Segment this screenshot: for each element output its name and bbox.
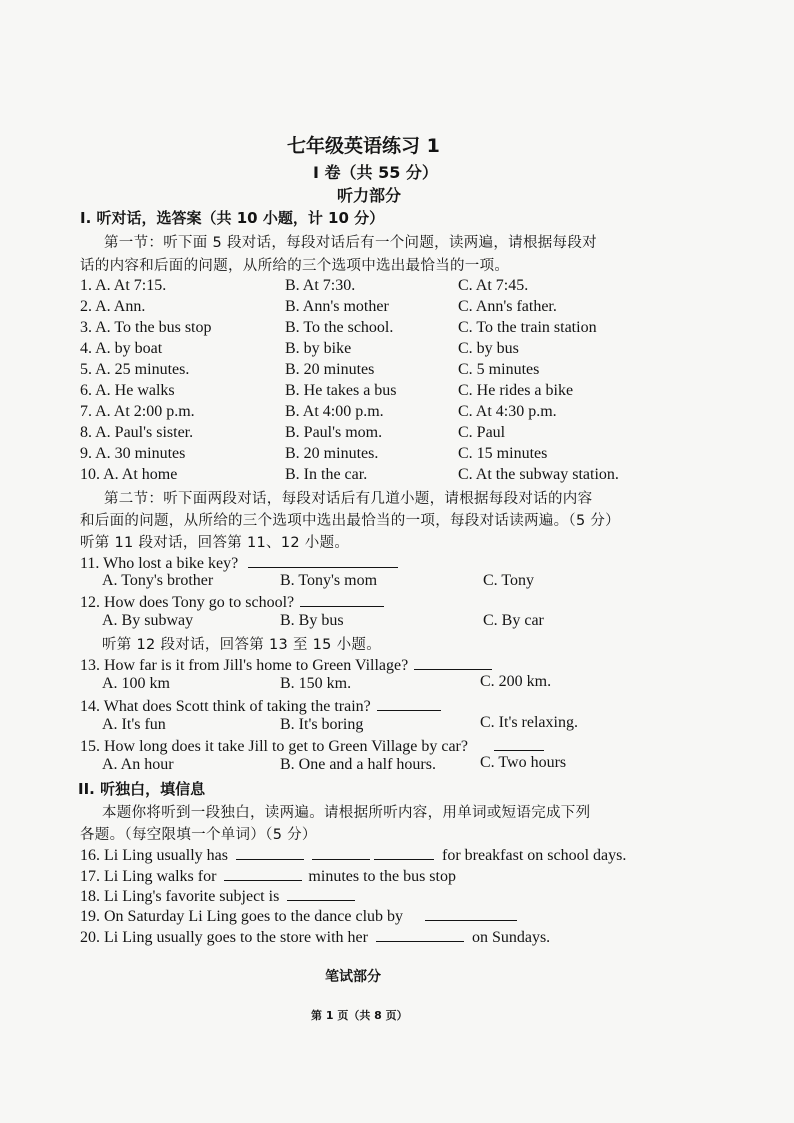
q3-option-a: 3. A. To the bus stop [80,319,212,336]
q15-option-b: B. One and a half hours. [280,756,436,773]
q16 [80,845,626,865]
q15-stem-text: 15. How long does it take Jill to get to Green Village by car? [80,738,468,755]
q13-answer-blank[interactable] [414,655,492,670]
q3-option-c: C. To the train station [458,319,597,336]
q18-text-before: 18. Li Ling's favorite subject is [80,888,280,905]
q12-option-a: A. By subway [102,612,194,629]
section2-instruction-line1: 本题你将听到一段独白，读两遍。请根据所听内容，用单词或短语完成下列 [102,805,591,821]
q4-option-c: C. by bus [458,340,519,357]
section1-heading: I. 听对话，选答案（共 10 小题，计 10 分） [80,209,385,227]
q8-option-c: C. Paul [458,424,506,441]
part2-instruction-line2: 和后面的问题，从所给的三个选项中选出最恰当的一项，每段对话读两遍。（5 分） [80,513,620,529]
q1-option-b: B. At 7:30. [285,277,356,294]
q20-text-before: 20. Li Ling usually goes to the store with her [80,929,368,946]
q17-text-after: minutes to the bus stop [308,868,456,885]
q15-stem [80,736,544,756]
q11-stem [80,553,398,573]
q12-option-b: B. By bus [280,612,344,629]
q8-option-a: 8. A. Paul's sister. [80,424,194,441]
q14-option-b: B. It's boring [280,716,364,733]
q7-option-a: 7. A. At 2:00 p.m. [80,403,195,420]
q1-option-a: 1. A. At 7:15. [80,277,167,294]
q16-blank-1[interactable] [236,845,304,860]
q5-option-a: 5. A. 25 minutes. [80,361,190,378]
q11-stem-text: 11. Who lost a bike key? [80,555,239,572]
q14-answer-blank[interactable] [377,696,441,711]
q9-option-c: C. 15 minutes [458,445,548,462]
section2-instruction-line2: 各题。（每空限填一个单词）（5 分） [80,827,317,843]
volume-label: I 卷（共 55 分） [313,163,438,182]
q8-option-b: B. Paul's mom. [285,424,383,441]
q14-stem-text: 14. What does Scott think of taking the train? [80,698,371,715]
q14-stem [80,696,441,716]
q12-stem-text: 12. How does Tony go to school? [80,594,295,611]
q20-blank[interactable] [376,927,464,942]
q3-option-b: B. To the school. [285,319,394,336]
q1-option-c: C. At 7:45. [458,277,529,294]
dialog12-note: 听第 12 段对话，回答第 13 至 15 小题。 [102,637,382,653]
part2-instruction-line1: 第二节：听下面两段对话，每段对话后有几道小题，请根据每段对话的内容 [104,491,593,507]
listening-part-label: 听力部分 [337,186,402,205]
q20-text-after: on Sundays. [471,929,551,946]
q19-blank[interactable] [425,906,517,921]
q16-blank-3[interactable] [374,845,434,860]
q11-option-b: B. Tony's mom [280,572,378,589]
q6-option-c: C. He rides a bike [458,382,574,399]
q20 [80,927,550,947]
q13-option-b: B. 150 km. [280,675,352,692]
section2-heading: II. 听独白，填信息 [78,780,206,798]
written-part-label: 笔试部分 [325,969,381,985]
q5-option-c: C. 5 minutes [458,361,540,378]
q16-blank-2[interactable] [312,845,370,860]
q6-option-a: 6. A. He walks [80,382,175,399]
q7-option-b: B. At 4:00 p.m. [285,403,384,420]
page-title: 七年级英语练习 1 [287,135,440,157]
q14-option-a: A. It's fun [102,716,166,733]
q12-answer-blank[interactable] [300,592,384,607]
q11-answer-blank[interactable] [248,553,398,568]
q5-option-b: B. 20 minutes [285,361,375,378]
q9-option-a: 9. A. 30 minutes [80,445,186,462]
part1-instruction-line2: 话的内容和后面的问题，从所给的三个选项中选出最恰当的一项。 [80,258,510,274]
q19 [80,906,517,926]
q4-option-b: B. by bike [285,340,352,357]
q18-blank[interactable] [287,886,355,901]
q12-stem [80,592,384,612]
q11-option-c: C. Tony [483,572,535,589]
part1-instruction-line1: 第一节：听下面 5 段对话，每段对话后有一个问题，读两遍，请根据每段对 [104,235,597,251]
q17 [80,866,456,886]
q2-option-a: 2. A. Ann. [80,298,146,315]
q15-option-c: C. Two hours [480,754,567,771]
dialog11-note: 听第 11 段对话，回答第 11、12 小题。 [80,535,350,551]
q6-option-b: B. He takes a bus [285,382,397,399]
q2-option-b: B. Ann's mother [285,298,389,315]
q13-stem-text: 13. How far is it from Jill's home to Green Village? [80,657,409,674]
q13-stem [80,655,492,675]
q10-option-a: 10. A. At home [80,466,178,483]
q15-answer-blank[interactable] [494,736,544,751]
q13-option-a: A. 100 km [102,675,170,692]
page-footer: 第 1 页（共 8 页） [311,1009,408,1022]
q15-option-a: A. An hour [102,756,174,773]
q13-option-c: C. 200 km. [480,673,552,690]
q18 [80,886,355,906]
q19-text-before: 19. On Saturday Li Ling goes to the dance club by [80,908,404,925]
q17-text-before: 17. Li Ling walks for [80,868,217,885]
q11-option-a: A. Tony's brother [102,572,214,589]
q4-option-a: 4. A. by boat [80,340,163,357]
q2-option-c: C. Ann's father. [458,298,557,315]
q16-text-before: 16. Li Ling usually has [80,847,228,864]
q16-text-after: for breakfast on school days. [441,847,627,864]
q14-option-c: C. It's relaxing. [480,714,578,731]
q7-option-c: C. At 4:30 p.m. [458,403,557,420]
q9-option-b: B. 20 minutes. [285,445,379,462]
q17-blank[interactable] [224,866,302,881]
q10-option-c: C. At the subway station. [458,466,619,483]
q12-option-c: C. By car [483,612,544,629]
q10-option-b: B. In the car. [285,466,368,483]
